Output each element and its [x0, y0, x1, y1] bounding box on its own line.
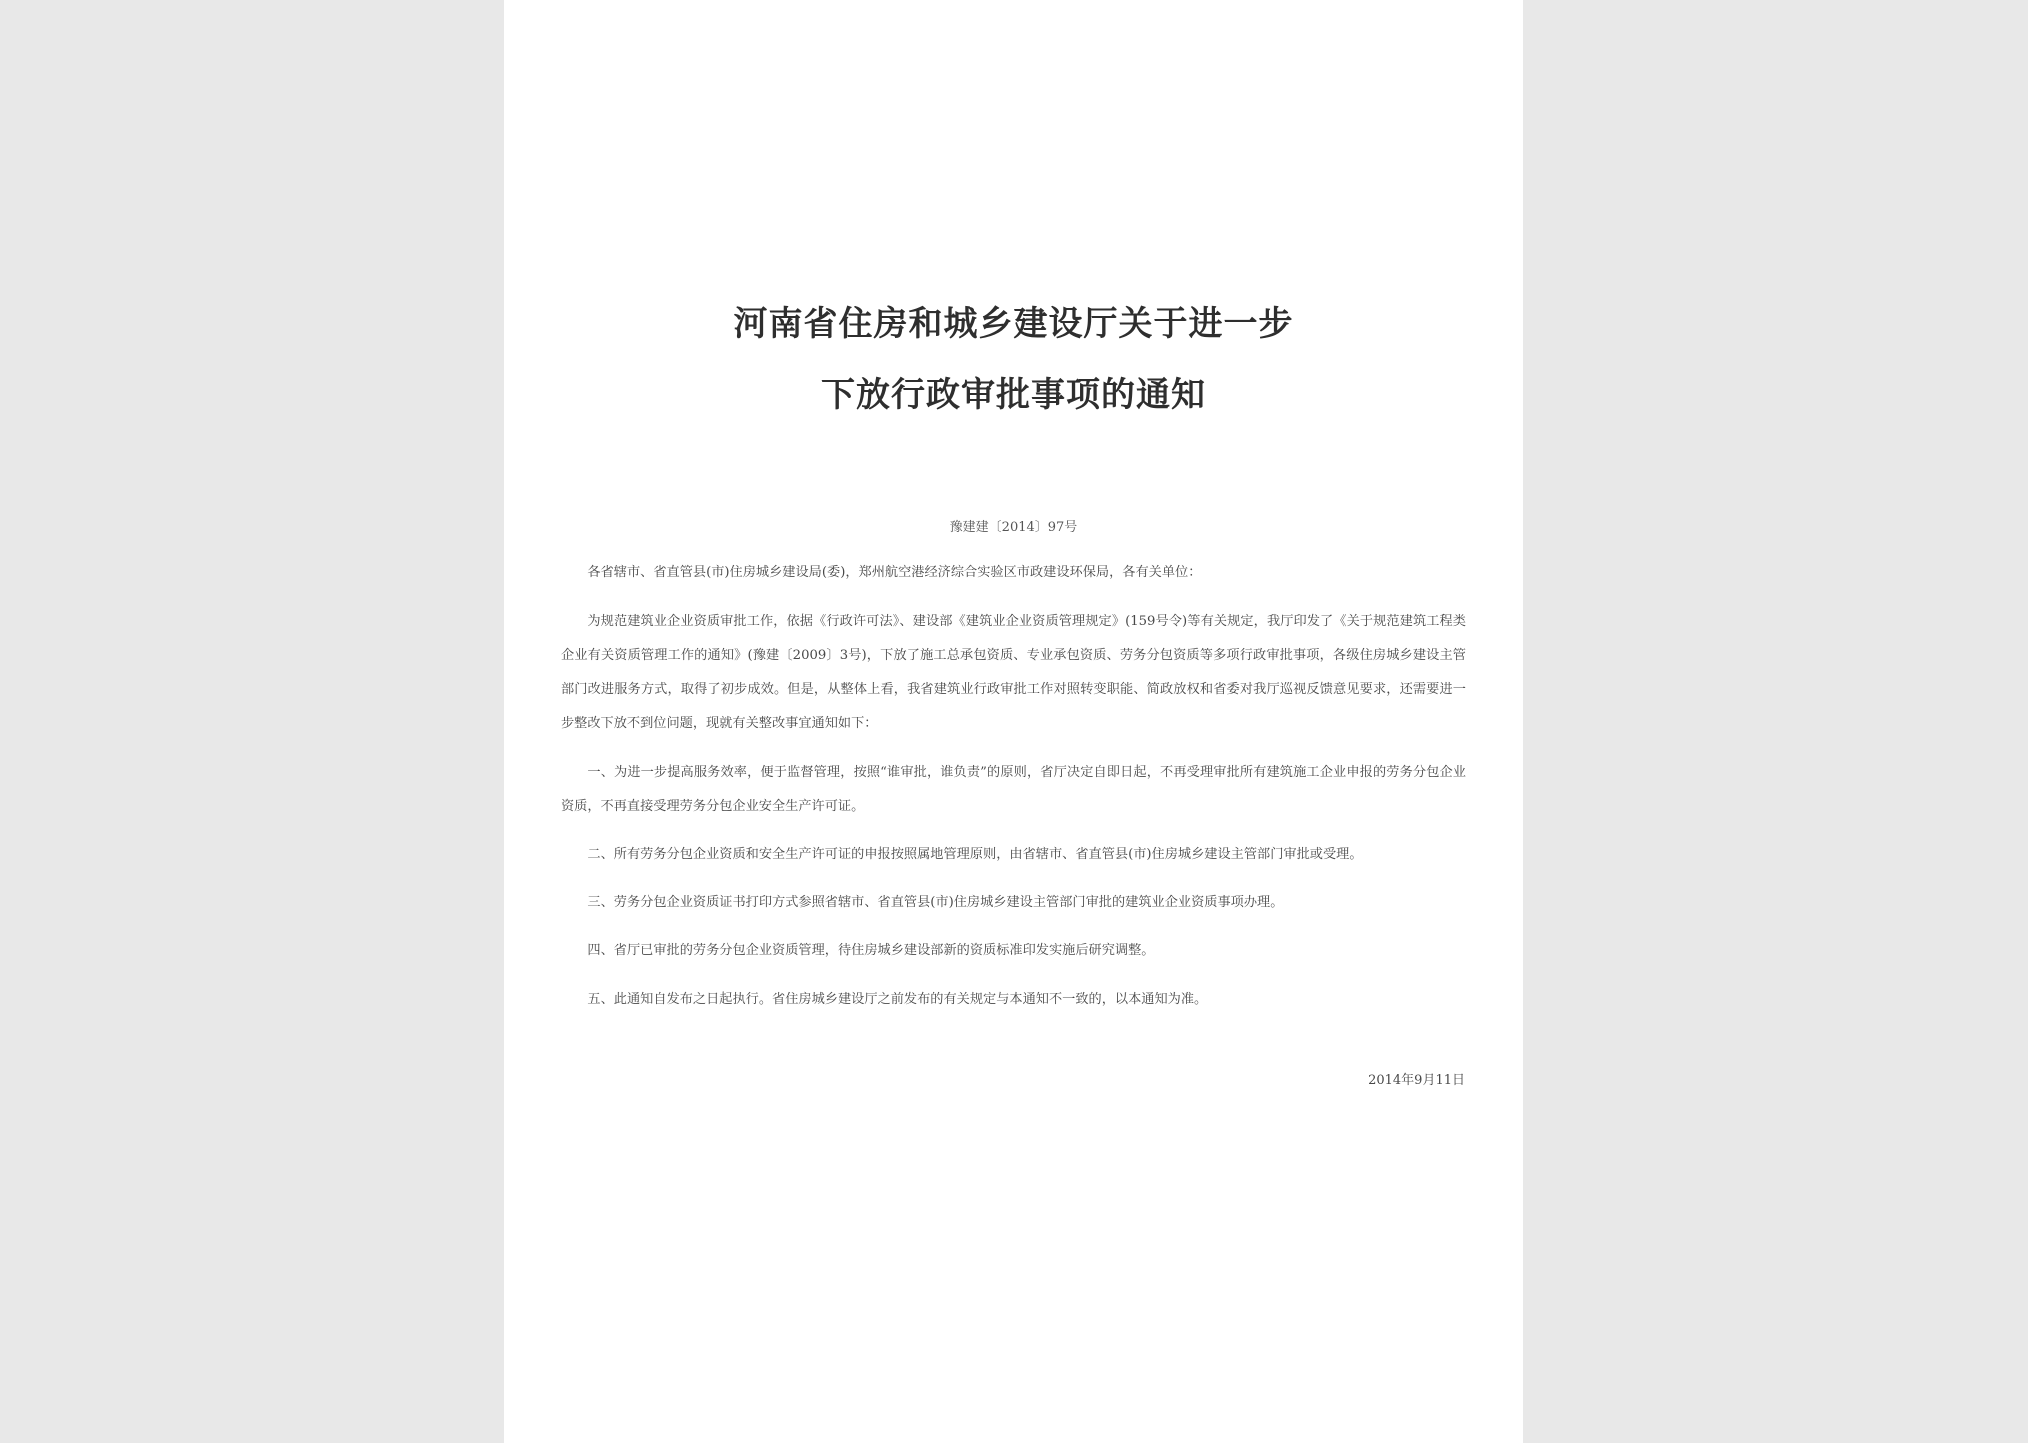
intro-paragraph [561, 605, 1466, 741]
salutation [561, 556, 1466, 590]
item-3-text: 三、劳务分包企业资质证书打印方式参照省辖市、省直管县(市)住房城乡建设主管部门审批的建筑业企业资质事项办理。 [587, 895, 1284, 910]
item-4-text: 四、省厅已审批的劳务分包企业资质管理，待住房城乡建设部新的资质标准印发实施后研究调整。 [587, 943, 1155, 958]
salutation-text: 各省辖市、省直管县(市)住房城乡建设局(委)，郑州航空港经济综合实验区市政建设环保局，各有关单位： [587, 565, 1202, 580]
item-2 [561, 838, 1466, 872]
item-2-text: 二、所有劳务分包企业资质和安全生产许可证的申报按照属地管理原则，由省辖市、省直管县(市)住房城乡建设主管部门审批或受理。 [587, 847, 1363, 862]
item-3 [561, 886, 1466, 920]
intro-text: 为规范建筑业企业资质审批工作，依据《行政许可法》、建设部《建筑业企业资质管理规定》(159号令)等有关规定，我厅印发了《关于规范建筑工程类企业有关资质管理工作的通知》(豫建〔2009〕3号)，下放了施工总承包资质、专业承包资质、劳务分包资质等多项行政审批事项，各级住房城乡建设主管部门改进服务方式，取得了初步成效。但是，从整体上看，我省建筑业行政审批工作对照转变职能、简政放权和省委对我厅巡视反馈意见要求，还需要进一步整改下放不到位问题，现就有关整改事宜通知如下： [561, 614, 1466, 731]
document-title-line-2: 下放行政审批事项的通知 [821, 375, 1206, 415]
document-page [504, 0, 1523, 1443]
item-1 [561, 756, 1466, 824]
document-title-line-1: 河南省住房和城乡建设厅关于进一步 [733, 304, 1294, 344]
document-number: 豫建建〔2014〕97号 [949, 520, 1078, 535]
item-4 [561, 934, 1466, 968]
item-1-text: 一、为进一步提高服务效率，便于监督管理，按照“谁审批，谁负责”的原则，省厅决定自即日起，不再受理审批所有建筑施工企业申报的劳务分包企业资质，不再直接受理劳务分包企业安全生产许可证。 [561, 765, 1466, 814]
item-5 [561, 983, 1466, 1017]
issue-date: 2014年9月11日 [1368, 1073, 1465, 1088]
item-5-text: 五、此通知自发布之日起执行。省住房城乡建设厅之前发布的有关规定与本通知不一致的，以本通知为准。 [587, 992, 1208, 1007]
